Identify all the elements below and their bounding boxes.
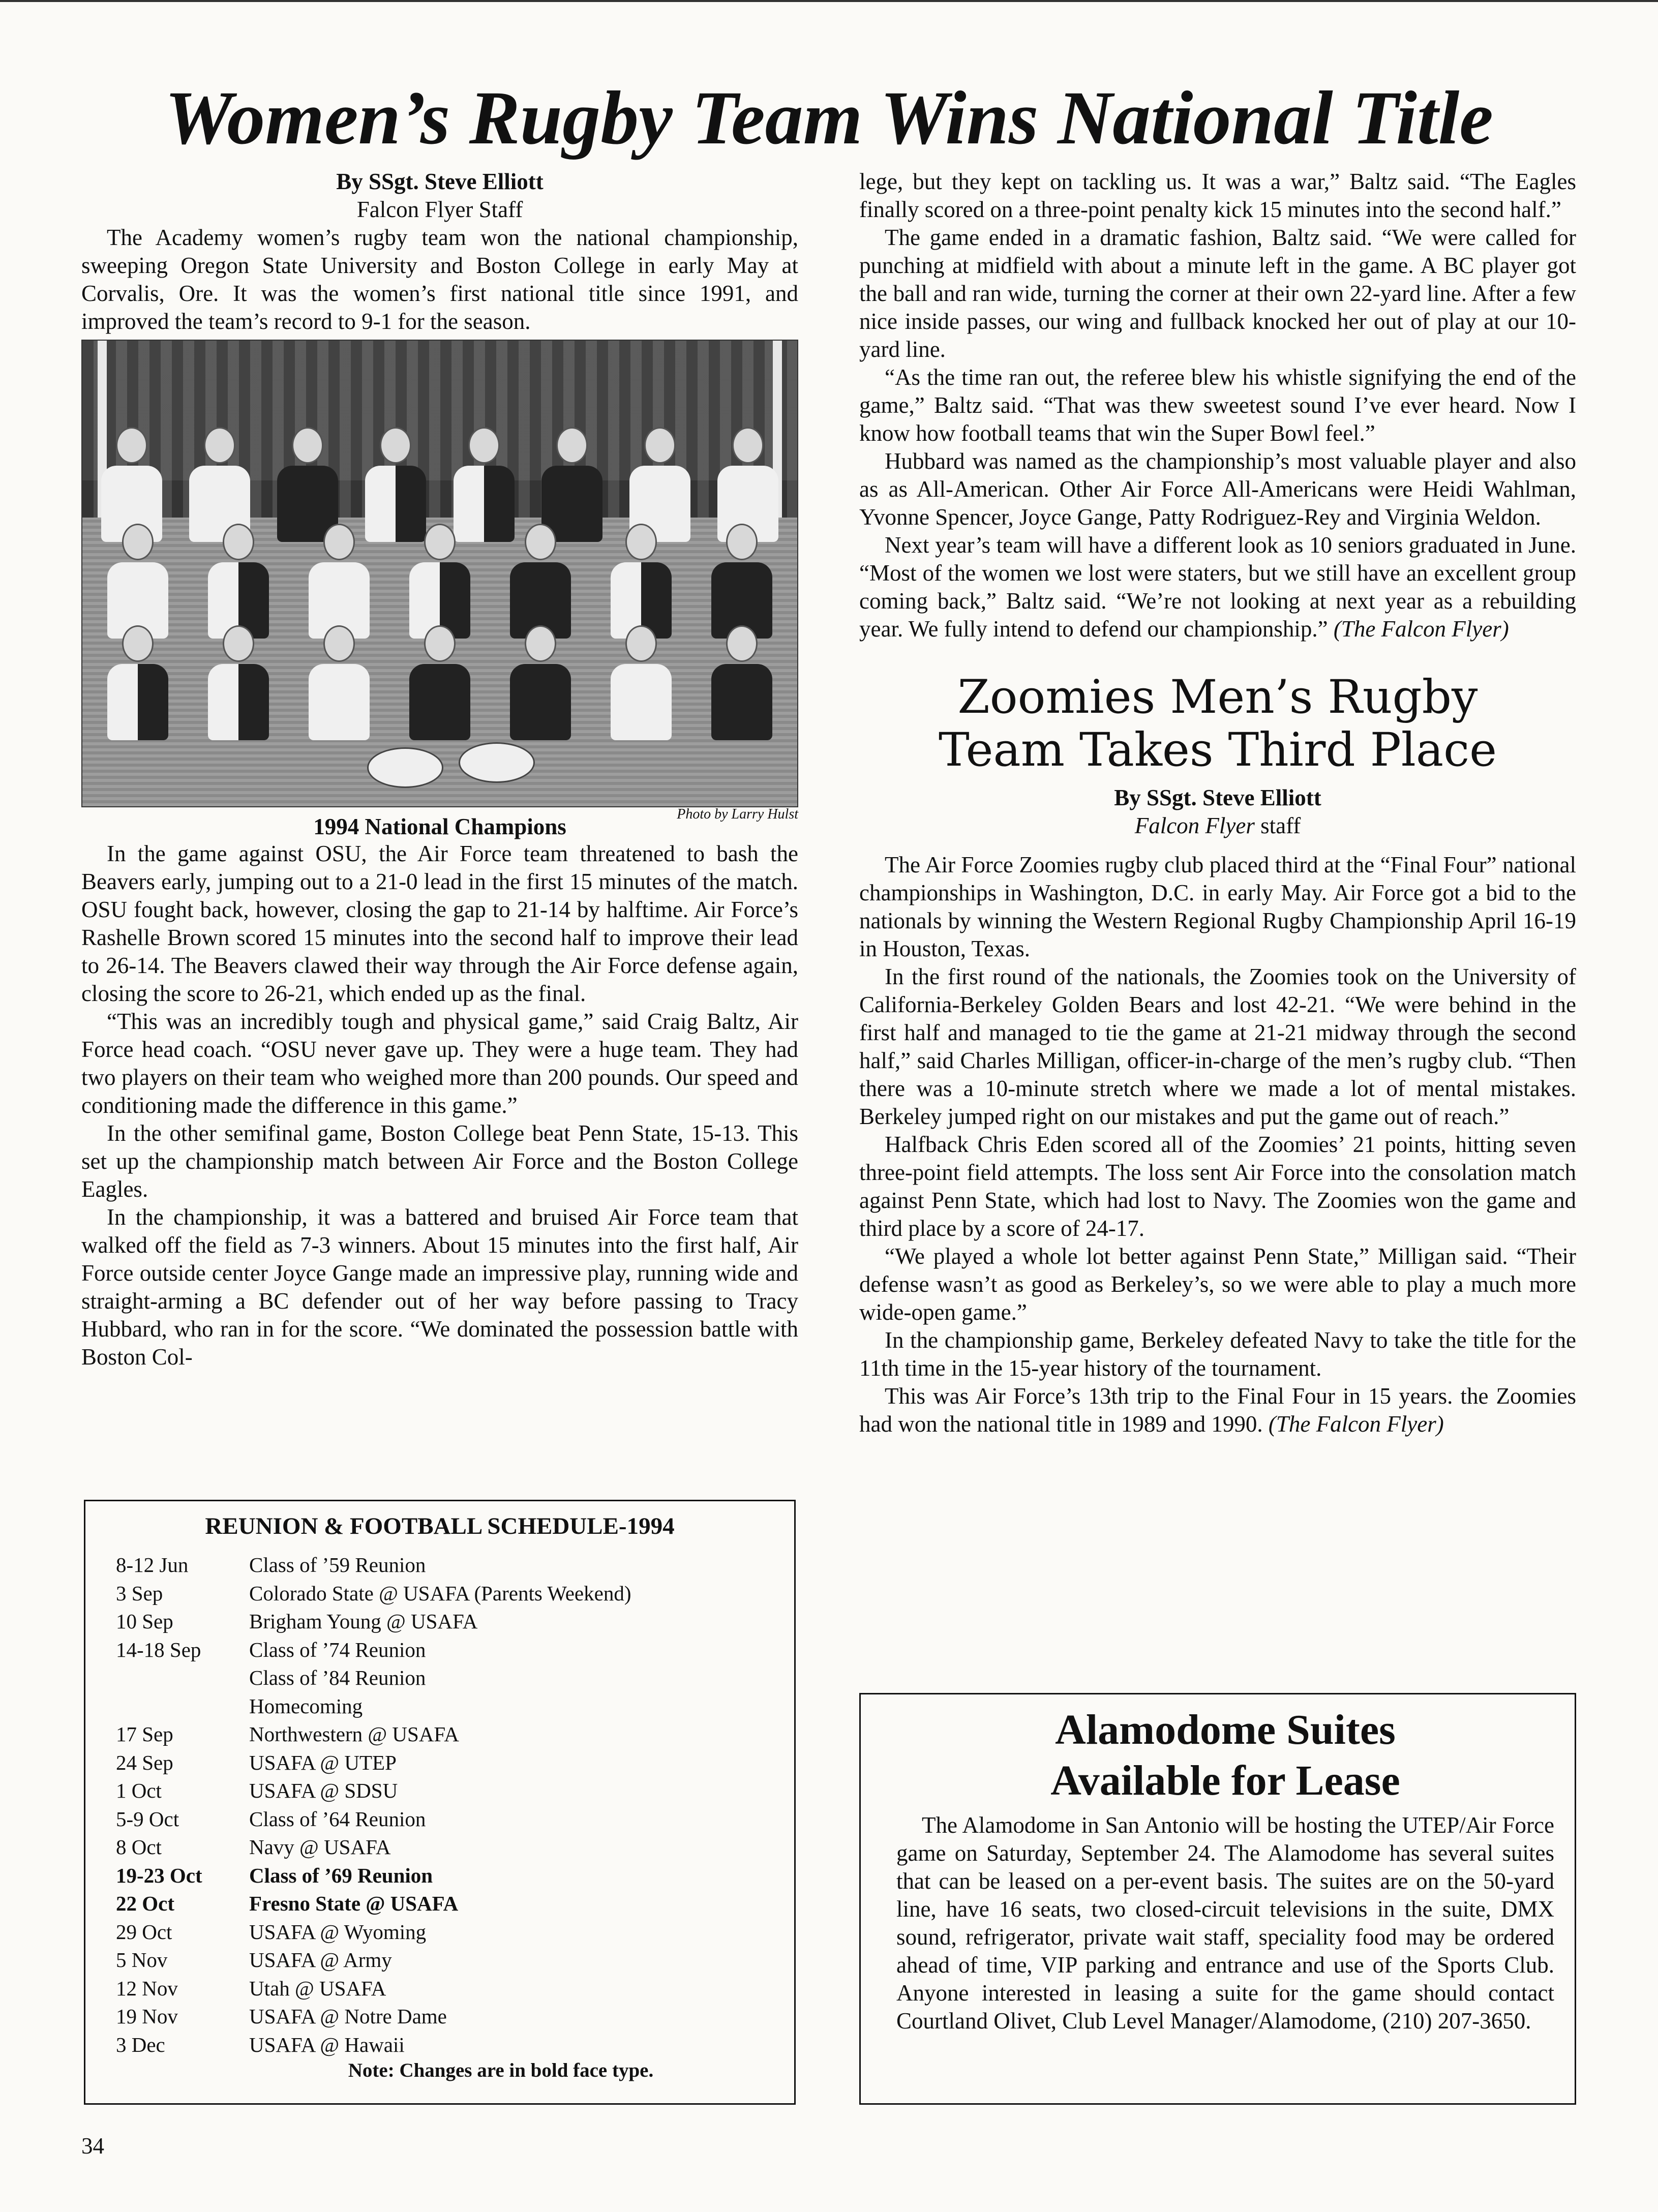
schedule-event: Brigham Young @ USAFA: [249, 1610, 478, 1633]
player-figure: [309, 625, 370, 740]
player-figure: [309, 524, 370, 639]
byline-org: Falcon Flyer Staff: [356, 197, 523, 222]
schedule-row: [116, 1636, 764, 1664]
schedule-date: 5 Nov: [116, 1948, 168, 1972]
womens-intro: The Academy women’s rugby team won the national championship, sweeping Oregon State University and Boston College in early May at Corvalis, Ore. It was the women’s first national title since 1991, and improved the team’s record to 9-1 for the season.: [81, 225, 798, 334]
byline-name: By SSgt. Steve Elliott: [336, 169, 544, 194]
schedule-date: 19 Nov: [116, 2005, 178, 2028]
right-column: [859, 168, 1576, 1438]
photo-caption: 1994 National Champions: [313, 814, 566, 839]
schedule-event: Fresno State @ USAFA: [249, 1892, 459, 1915]
schedule-list: [116, 1551, 764, 2059]
schedule-row: [116, 2031, 764, 2059]
schedule-row: [116, 1890, 764, 1918]
mens-title: [859, 671, 1576, 777]
rugby-ball: [367, 747, 443, 788]
alamodome-ad: [859, 1693, 1576, 2105]
schedule-row: [116, 1805, 764, 1834]
schedule-event: Class of ’69 Reunion: [249, 1863, 433, 1887]
photo-front-row: [87, 625, 792, 740]
schedule-event: Class of ’74 Reunion: [249, 1638, 426, 1661]
schedule-event: Class of ’84 Reunion: [249, 1666, 426, 1689]
schedule-date: 3 Sep: [116, 1581, 163, 1605]
schedule-event: Northwestern @ USAFA: [249, 1722, 459, 1746]
schedule-row: [116, 1975, 764, 2003]
mens-title-line1: Zoomies Men’s Rugby: [957, 671, 1478, 724]
womens-byline: [81, 168, 798, 224]
byline-org-suffix: staff: [1254, 813, 1301, 838]
schedule-event: USAFA @ Notre Dame: [249, 2005, 447, 2028]
ad-body: The Alamodome in San Antonio will be hosting the UTEP/Air Force game on Saturday, September 24. The Alamodome has several suites that can be leased on a per-event basis. The suites are on the 50-yard line, have 16 seats, two closed-circuit televisions in the suite, DMX sound, refrigerator, private wait staff, speciality food may be ordered ahead of time, VIP parking and entrance and use of the Sports Club. Anyone interested in leasing a suite for the game should contact Courtland Olivet, Club Level Manager/Alamodome, (210) 207-3650.: [896, 1812, 1554, 2034]
schedule-row: [116, 1551, 764, 1580]
mens-paragraph: In the championship game, Berkeley defeated Navy to take the title for the 11th time in the 15-year history of the tournament.: [859, 1327, 1576, 1381]
womens-paragraph: Hubbard was named as the championship’s most valuable player and also as as All-American. Other Air Force All-Americans were Heidi Wahlman, Yvonne Spencer, Joyce Gange, Patty Rodriguez-Rey and Virginia Weldon.: [859, 448, 1576, 530]
schedule-event: Utah @ USAFA: [249, 1976, 386, 2000]
player-figure: [611, 625, 672, 740]
player-figure: [510, 524, 571, 639]
schedule-event: Navy @ USAFA: [249, 1835, 391, 1859]
mens-paragraph: In the first round of the nationals, the Zoomies took on the University of California-Berkeley Golden Bears and lost 42-21. “We were behind in the first half and managed to tie the game at 21-21 midway through the second half,” said Charles Milligan, officer-in-charge of the men’s rugby club. “Then there was a 10-minute stretch where we made a lot of mental mistakes. Berkeley jumped right on our mistakes and put the game out of reach.”: [859, 964, 1576, 1129]
rugby-ball: [459, 742, 535, 783]
mens-paragraph: Halfback Chris Eden scored all of the Zoomies’ 21 points, hitting seven three-point field attempts. The loss sent Air Force into the consolation match against Penn State, which had lost to Navy. The Zoomies won the game and third place by a score of 24-17.: [859, 1132, 1576, 1241]
photo-caption-row: [81, 806, 798, 840]
team-photo: [81, 340, 798, 807]
player-figure: [409, 625, 470, 740]
schedule-date: [116, 1664, 249, 1692]
schedule-row: [116, 1664, 764, 1692]
schedule-date: 10 Sep: [116, 1610, 173, 1633]
page-number: 34: [81, 2133, 104, 2159]
schedule-date: 14-18 Sep: [116, 1638, 201, 1661]
ad-title: [896, 1705, 1554, 1806]
player-figure: [208, 625, 269, 740]
schedule-row: [116, 1777, 764, 1805]
headline: Women’s Rugby Team Wins National Title: [165, 76, 1493, 160]
byline-org: Falcon Flyer: [1134, 813, 1255, 838]
schedule-row: [116, 1833, 764, 1862]
player-figure: [510, 625, 571, 740]
schedule-event: USAFA @ UTEP: [249, 1750, 397, 1774]
schedule-date: 5-9 Oct: [116, 1807, 179, 1831]
womens-paragraph: [859, 531, 1576, 643]
schedule-row: [116, 1720, 764, 1749]
womens-paragraph: In the game against OSU, the Air Force team threatened to bash the Beavers early, jumping out to a 21-0 lead in the first 15 minutes of the match. OSU fought back, however, closing the gap to 21-14 by halftime. Air Force’s Rashelle Brown scored 15 minutes into the second half to improve their lead to 26-14. The Beavers clawed their way through the Air Force defense again, closing the score to 26-21, which ended up as the final.: [81, 841, 798, 1006]
womens-paragraph: “This was an incredibly tough and physical game,” said Craig Baltz, Air Force head coach. “OSU never gave up. They were a huge team. They had two players on their team who weighed more than 200 pounds. Our speed and conditioning made the difference in this game.”: [81, 1009, 798, 1118]
mens-paragraph: The Air Force Zoomies rugby club placed third at the “Final Four” national championships in Washington, D.C. in early May. Air Force got a bid to the nationals by winning the Western Regional Rugby Championship April 16-19 in Houston, Texas.: [859, 852, 1576, 961]
mens-byline: [859, 784, 1576, 840]
player-figure: [107, 524, 168, 639]
schedule-event: Class of ’64 Reunion: [249, 1807, 426, 1831]
schedule-date: 24 Sep: [116, 1750, 173, 1774]
mens-title-line2: Team Takes Third Place: [939, 723, 1497, 777]
player-figure: [711, 625, 772, 740]
schedule-event: USAFA @ Hawaii: [249, 2033, 405, 2056]
womens-paragraph-text: Next year’s team will have a different look as 10 seniors graduated in June. “Most of the women we lost were staters, but we still have an excellent group coming back,” Baltz said. “We’re not looking at next year as a rebuilding year. We fully intend to defend our championship.”: [859, 532, 1576, 642]
top-rule: [0, 0, 1658, 2]
player-figure: [611, 524, 672, 639]
schedule-row: [116, 1692, 764, 1721]
schedule-event: USAFA @ Army: [249, 1948, 392, 1972]
schedule-box: [84, 1500, 796, 2105]
team-photo-figure: [81, 340, 798, 840]
schedule-row: [116, 2003, 764, 2031]
schedule-note: Note: Changes are in bold face type.: [348, 2059, 654, 2081]
schedule-date: 17 Sep: [116, 1722, 173, 1746]
schedule-title: REUNION & FOOTBALL SCHEDULE-1994: [205, 1513, 675, 1539]
player-figure: [409, 524, 470, 639]
womens-paragraph: lege, but they kept on tackling us. It was a war,” Baltz said. “The Eagles finally scored on a three-point penalty kick 15 minutes into the second half.”: [859, 169, 1576, 222]
womens-article-left-column: [81, 168, 798, 1371]
schedule-date: 8 Oct: [116, 1835, 162, 1859]
womens-source: (The Falcon Flyer): [1333, 616, 1509, 642]
schedule-event: Homecoming: [249, 1694, 363, 1718]
ad-title-line2: Available for Lease: [1050, 1757, 1400, 1804]
schedule-date: 8-12 Jun: [116, 1553, 189, 1577]
mens-paragraph-text: This was Air Force’s 13th trip to the Final Four in 15 years. the Zoomies had won the national title in 1989 and 1990.: [859, 1383, 1576, 1437]
schedule-row: [116, 1608, 764, 1636]
schedule-event: Colorado State @ USAFA (Parents Weekend): [249, 1581, 631, 1605]
schedule-row: [116, 1862, 764, 1890]
player-figure: [711, 524, 772, 639]
schedule-date: 3 Dec: [116, 2033, 165, 2056]
schedule-row: [116, 1749, 764, 1777]
womens-paragraph: In the other semifinal game, Boston College beat Penn State, 15-13. This set up the championship match between Air Force and the Boston College Eagles.: [81, 1120, 798, 1202]
womens-paragraph: “As the time ran out, the referee blew his whistle signifying the end of the game,” Baltz said. “That was thew sweetest sound I’ve ever heard. Now I know how football teams that win the Super Bowl feel.”: [859, 365, 1576, 446]
schedule-event: USAFA @ Wyoming: [249, 1920, 427, 1944]
photo-credit: Photo by Larry Hulst: [677, 806, 798, 822]
schedule-row: [116, 1580, 764, 1608]
schedule-row: [116, 1918, 764, 1947]
schedule-event: Class of ’59 Reunion: [249, 1553, 426, 1577]
schedule-date: 29 Oct: [116, 1920, 172, 1944]
schedule-row: [116, 1946, 764, 1975]
mens-paragraph: “We played a whole lot better against Penn State,” Milligan said. “Their defense wasn’t as good as Berkeley’s, so we were able to play a much more wide-open game.”: [859, 1244, 1576, 1325]
womens-paragraph: The game ended in a dramatic fashion, Baltz said. “We were called for punching at midfield with about a minute left in the game. A BC player got the ball and ran wide, turning the corner at their own 22-yard line. After a few nice inside passes, our wing and fullback knocked her out of play at our 10-yard line.: [859, 225, 1576, 362]
photo-middle-row: [87, 524, 792, 639]
mens-paragraph: [859, 1382, 1576, 1438]
schedule-date: 22 Oct: [116, 1892, 174, 1915]
schedule-date: 19-23 Oct: [116, 1863, 202, 1887]
ad-title-line1: Alamodome Suites: [1055, 1706, 1396, 1753]
schedule-date: 1 Oct: [116, 1779, 162, 1802]
mens-source: (The Falcon Flyer): [1268, 1411, 1444, 1437]
player-figure: [208, 524, 269, 639]
schedule-date: 12 Nov: [116, 1976, 178, 2000]
schedule-event: USAFA @ SDSU: [249, 1779, 398, 1802]
player-figure: [107, 625, 168, 740]
byline-name: By SSgt. Steve Elliott: [1114, 785, 1321, 810]
schedule-date: [116, 1692, 249, 1721]
womens-paragraph: In the championship, it was a battered and bruised Air Force team that walked off the field as 7-3 winners. About 15 minutes into the first half, Air Force outside center Joyce Gange made an impressive play, running wide and straight-arming a BC defender out of her way before passing to Tracy Hubbard, who ran in for the score. “We dominated the possession battle with Boston Col-: [81, 1204, 798, 1370]
